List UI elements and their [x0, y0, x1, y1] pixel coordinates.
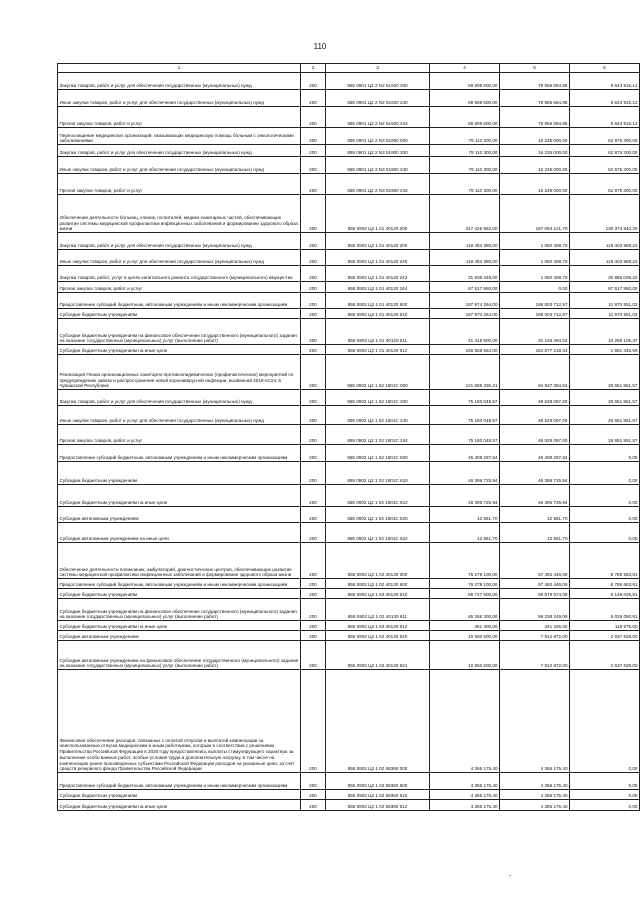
row-approved-amount-cell: 65 266 300,00 — [430, 599, 500, 621]
table-row — [58, 282, 640, 293]
row-approved-amount-cell: 4 366 175,40 — [430, 773, 500, 790]
table-row — [58, 462, 640, 485]
row-name-cell: Предоставление субсидий бюджетным, автономным учреждениям и иным некоммерческим организациям — [58, 445, 301, 462]
row-remaining-amount-cell: 119 975,00 — [570, 621, 640, 631]
row-code-cell: 200 — [301, 543, 326, 579]
row-approved-amount-cell: 46 396 725,94 — [430, 485, 500, 507]
row-remaining-amount-cell: 26 651 951,57 — [570, 390, 640, 406]
row-name-cell: Субсидии бюджетным учреждениям на иные цели — [58, 345, 301, 355]
table-row — [58, 128, 640, 145]
row-classification-cell: 855 0901 Ц2 2 N2 51920 200 — [326, 73, 430, 90]
row-approved-amount-cell: 76 278 100,00 — [430, 579, 500, 589]
row-executed-amount-cell: 79 955 684,88 — [500, 90, 570, 107]
row-executed-amount-cell: 48 528 097,00 — [500, 425, 570, 445]
row-executed-amount-cell: 1 050 408,78 — [500, 233, 570, 250]
row-executed-amount-cell: 16 235 000,00 — [500, 157, 570, 174]
row-executed-amount-cell: 186 003 712,97 — [500, 293, 570, 309]
row-executed-amount-cell: 16 235 000,00 — [500, 145, 570, 157]
row-name-cell: Иные закупки товаров, работ и услуг для обеспечения государственных (муниципальных) нужд — [58, 90, 301, 107]
row-code-cell: 200 — [301, 90, 326, 107]
row-remaining-amount-cell: 62 875 300,00 — [570, 174, 640, 195]
row-classification-cell: 855 0902 Ц2 1 02 1601С 240 — [326, 406, 430, 425]
row-approved-amount-cell: 10 550 500,00 — [430, 631, 500, 641]
row-code-cell: 200 — [301, 425, 326, 445]
row-classification-cell: 855 0902 Ц2 1 02 40130 612 — [326, 621, 430, 631]
row-executed-amount-cell: 154 877 218,34 — [500, 345, 570, 355]
table-row — [58, 579, 640, 589]
table-row — [58, 790, 640, 800]
row-executed-amount-cell: 46 396 725,94 — [500, 462, 570, 485]
row-remaining-amount-cell: 8 785 653,91 — [570, 579, 640, 589]
row-code-cell: 200 — [301, 599, 326, 621]
row-remaining-amount-cell: 26 651 951,57 — [570, 355, 640, 390]
table-row — [58, 621, 640, 631]
row-remaining-amount-cell: 62 875 300,00 — [570, 128, 640, 145]
table-row — [58, 406, 640, 425]
row-remaining-amount-cell: 26 651 951,57 — [570, 406, 640, 425]
row-executed-amount-cell: 46 409 287,64 — [500, 445, 570, 462]
table-row — [58, 309, 640, 319]
row-approved-amount-cell: 119 454 398,00 — [430, 250, 500, 266]
row-classification-cell: 855 0902 Ц2 1 02 1601С 622 — [326, 523, 430, 543]
row-remaining-amount-cell: 62 875 300,00 — [570, 157, 640, 174]
table-row — [58, 355, 640, 390]
row-executed-amount-cell: 341 325,00 — [500, 621, 570, 631]
row-classification-cell: 855 0901 Ц2 2 N2 51920 244 — [326, 107, 430, 128]
column-header: 6 — [570, 64, 640, 73]
row-remaining-amount-cell: 9 643 915,12 — [570, 107, 640, 128]
row-approved-amount-cell: 75 180 048,57 — [430, 390, 500, 406]
table-header-row — [58, 64, 640, 73]
row-executed-amount-cell: 16 235 000,00 — [500, 128, 570, 145]
row-name-cell: Субсидии бюджетным учреждениям на иные цели — [58, 485, 301, 507]
row-remaining-amount-cell: 30 886 039,22 — [570, 266, 640, 282]
row-classification-cell: 855 0902 Ц2 1 01 40120 600 — [326, 293, 430, 309]
row-code-cell: 200 — [301, 800, 326, 811]
table-row — [58, 345, 640, 355]
row-code-cell: 200 — [301, 390, 326, 406]
row-name-cell: Закупка товаров, работ и услуг для обеспечения государственных (муниципальных) нужд — [58, 145, 301, 157]
row-remaining-amount-cell: 0,00 — [570, 462, 640, 485]
row-remaining-amount-cell: 6 148 025,91 — [570, 589, 640, 599]
table-row — [58, 266, 640, 282]
row-remaining-amount-cell: 62 875 300,00 — [570, 145, 640, 157]
table-row — [58, 107, 640, 128]
row-classification-cell: 855 0902 Ц2 1 02 40130 610 — [326, 589, 430, 599]
row-classification-cell: 855 0902 Ц2 1 02 58360 610 — [326, 790, 430, 800]
row-classification-cell: 855 0902 Ц2 1 01 40120 612 — [326, 345, 430, 355]
row-code-cell: 200 — [301, 641, 326, 670]
table-row — [58, 445, 640, 462]
row-remaining-amount-cell: 2 637 628,00 — [570, 631, 640, 641]
row-approved-amount-cell: 461 300,00 — [430, 621, 500, 631]
row-classification-cell: 855 0901 Ц2 2 N3 51900 200 — [326, 145, 430, 157]
row-remaining-amount-cell: 8 785 653,91 — [570, 543, 640, 579]
row-code-cell: 200 — [301, 250, 326, 266]
row-code-cell: 200 — [301, 579, 326, 589]
row-remaining-amount-cell: 0,00 — [570, 670, 640, 773]
row-approved-amount-cell: 4 366 175,40 — [430, 800, 500, 811]
row-approved-amount-cell: 65 727 600,00 — [430, 589, 500, 599]
row-name-cell: Обеспечение деятельности больниц, клиник, госпиталей, медико-санитарных частей, обеспечивающих развитие системы медицинской профилактики инфекционных заболеваний и формирование здорового образа жизни — [58, 195, 301, 233]
row-executed-amount-cell: 46 396 725,94 — [500, 485, 570, 507]
row-remaining-amount-cell: 87 517 950,00 — [570, 282, 640, 293]
row-approved-amount-cell: 75 180 048,57 — [430, 406, 500, 425]
table-row — [58, 390, 640, 406]
row-name-cell: Переоснащение медицинских организаций, оказывающих медицинскую помощь больным с онкологическими заболеваниями — [58, 128, 301, 145]
table-row — [58, 425, 640, 445]
row-executed-amount-cell: 7 912 872,00 — [500, 631, 570, 641]
row-remaining-amount-cell: 11 970 551,03 — [570, 293, 640, 309]
row-approved-amount-cell: 12 561,70 — [430, 507, 500, 523]
row-code-cell: 200 — [301, 589, 326, 599]
row-remaining-amount-cell: 0,00 — [570, 523, 640, 543]
row-remaining-amount-cell: 118 403 989,22 — [570, 233, 640, 250]
row-remaining-amount-cell: 0,00 — [570, 790, 640, 800]
row-classification-cell: 855 0902 Ц2 1 02 1601С 000 — [326, 355, 430, 390]
row-executed-amount-cell: 48 528 097,00 — [500, 406, 570, 425]
table-row — [58, 773, 640, 790]
table-row — [58, 250, 640, 266]
row-classification-cell: 855 0902 Ц2 1 01 40120 611 — [326, 319, 430, 345]
row-classification-cell: 855 0902 Ц2 1 01 40120 240 — [326, 250, 430, 266]
row-approved-amount-cell: 317 425 662,00 — [430, 195, 500, 233]
table-row — [58, 174, 640, 195]
row-name-cell: Финансовое обеспечение расходов, связанных с оплатой отпусков и выплатой компенсации за неиспользованные отпуска медицинским и иным работникам, которым в соответствии с решениями Правительства Российской Федерации в 2020 году предоставлялись выплаты стимулирующего характера за выполнение особо важных работ, особые условия труда и дополнительную нагрузку, в том числе на компенсацию ранее произведенных субъектами Российской Федерации расходов на указанные цели, за счет средств резервного фонда Правительства Российской Федерации — [58, 670, 301, 773]
table-row — [58, 90, 640, 107]
table-row — [58, 195, 640, 233]
row-approved-amount-cell: 10 550 500,00 — [430, 641, 500, 670]
row-name-cell: Закупка товаров, работ и услуг для обеспечения государственных (муниципальных) нужд — [58, 233, 301, 250]
row-approved-amount-cell: 119 454 398,00 — [430, 233, 500, 250]
row-remaining-amount-cell: 6 028 050,91 — [570, 599, 640, 621]
row-classification-cell: 855 0902 Ц2 1 02 1601С 600 — [326, 445, 430, 462]
row-name-cell: Обеспечение деятельности поликлиник, амбулаторий, диагностических центров, обеспечивающих развитие системы медицинской профилактики инфекционных заболеваний и формирование здорового образа жизни — [58, 543, 301, 579]
row-classification-cell: 855 0902 Ц2 1 02 40130 600 — [326, 579, 430, 589]
row-executed-amount-cell: 12 561,70 — [500, 523, 570, 543]
row-approved-amount-cell: 79 110 300,00 — [430, 157, 500, 174]
budget-execution-table — [57, 63, 640, 811]
row-approved-amount-cell: 31 936 448,00 — [430, 266, 500, 282]
row-classification-cell: 855 0902 Ц2 1 02 58360 612 — [326, 800, 430, 811]
row-code-cell: 200 — [301, 282, 326, 293]
column-header: 2 — [301, 64, 326, 73]
row-executed-amount-cell: 0,00 — [500, 282, 570, 293]
row-name-cell: Субсидии автономным учреждениям — [58, 507, 301, 523]
row-name-cell: Субсидии автономным учреждениям на финансовое обеспечение государственного (муниципального) задания на оказание государственных (муниципальных) услуг (выполнение работ) — [58, 641, 301, 670]
row-name-cell: Прочая закупка товаров, работ и услуг — [58, 282, 301, 293]
row-executed-amount-cell: 31 126 494,63 — [500, 319, 570, 345]
row-classification-cell: 855 0902 Ц2 1 01 40120 200 — [326, 233, 430, 250]
row-approved-amount-cell: 79 110 300,00 — [430, 174, 500, 195]
table-row — [58, 293, 640, 309]
row-remaining-amount-cell: 0,00 — [570, 485, 640, 507]
row-name-cell: Закупка товаров, работ, услуг в целях капитального ремонта государственного (муниципального) имущества — [58, 266, 301, 282]
page-number: 110 — [313, 42, 327, 51]
row-executed-amount-cell: 7 912 872,00 — [500, 641, 570, 670]
row-code-cell: 200 — [301, 523, 326, 543]
row-remaining-amount-cell: 118 403 989,22 — [570, 250, 640, 266]
row-approved-amount-cell: 46 396 725,94 — [430, 462, 500, 485]
row-name-cell: Субсидии бюджетным учреждениям на иные цели — [58, 800, 301, 811]
row-remaining-amount-cell: 0,00 — [570, 507, 640, 523]
row-code-cell: 200 — [301, 233, 326, 250]
row-code-cell: 200 — [301, 174, 326, 195]
table-row — [58, 800, 640, 811]
table-row — [58, 507, 640, 523]
row-name-cell: Предоставление субсидий бюджетным, автономным учреждениям и иным некоммерческим организациям — [58, 293, 301, 309]
row-remaining-amount-cell: 0,00 — [570, 445, 640, 462]
row-executed-amount-cell: 94 937 384,64 — [500, 355, 570, 390]
row-executed-amount-cell: 67 492 446,09 — [500, 543, 570, 579]
row-code-cell: 200 — [301, 631, 326, 641]
row-code-cell: 200 — [301, 670, 326, 773]
column-header: 3 — [326, 64, 430, 73]
row-classification-cell: 855 0902 Ц2 1 02 1601С 610 — [326, 462, 430, 485]
row-approved-amount-cell: 79 110 300,00 — [430, 145, 500, 157]
row-executed-amount-cell: 79 955 684,88 — [500, 107, 570, 128]
row-code-cell: 200 — [301, 773, 326, 790]
row-executed-amount-cell: 79 955 684,88 — [500, 73, 570, 90]
row-code-cell: 200 — [301, 157, 326, 174]
row-name-cell: Реализация Плана организационных санитарно-противоэпидемических (профилактических) мероприятий по предупреждению завоза и распространения новой коронавирусной инфекции, вызванной 2019-nCoV, в Чувашской Республике — [58, 355, 301, 390]
column-header: 4 — [430, 64, 500, 73]
row-remaining-amount-cell: 0,00 — [570, 773, 640, 790]
row-code-cell: 200 — [301, 621, 326, 631]
row-code-cell: 200 — [301, 485, 326, 507]
row-approved-amount-cell: 46 409 287,64 — [430, 445, 500, 462]
row-remaining-amount-cell: 9 643 915,12 — [570, 90, 640, 107]
row-name-cell: Иные закупки товаров, работ и услуг для обеспечения государственных (муниципальных) нужд — [58, 250, 301, 266]
row-classification-cell: 855 0902 Ц2 1 01 40120 243 — [326, 266, 430, 282]
row-executed-amount-cell: 1 050 408,78 — [500, 266, 570, 282]
table-row — [58, 631, 640, 641]
row-code-cell: 200 — [301, 445, 326, 462]
row-code-cell: 200 — [301, 128, 326, 145]
row-remaining-amount-cell: 0,00 — [570, 800, 640, 811]
row-classification-cell: 855 0902 Ц2 1 02 40130 620 — [326, 631, 430, 641]
row-approved-amount-cell: 156 558 664,00 — [430, 345, 500, 355]
row-executed-amount-cell: 1 050 408,78 — [500, 250, 570, 266]
row-name-cell: Субсидии бюджетным учреждениям на финансовое обеспечение государственного (муниципального) задания на оказание государственных (муниципальных) услуг (выполнение работ) — [58, 319, 301, 345]
row-name-cell: Субсидии бюджетным учреждениям — [58, 462, 301, 485]
footer-mark: - — [509, 873, 511, 879]
row-executed-amount-cell: 12 561,70 — [500, 507, 570, 523]
row-classification-cell: 855 0902 Ц2 1 02 40130 621 — [326, 641, 430, 670]
table-row — [58, 670, 640, 773]
row-classification-cell: 855 0902 Ц2 1 02 58360 600 — [326, 773, 430, 790]
row-approved-amount-cell: 4 366 175,40 — [430, 790, 500, 800]
row-name-cell: Субсидии автономным учреждениям на иные цели — [58, 523, 301, 543]
row-approved-amount-cell: 121 589 336,21 — [430, 355, 500, 390]
row-code-cell: 200 — [301, 355, 326, 390]
row-approved-amount-cell: 12 561,70 — [430, 523, 500, 543]
row-executed-amount-cell: 16 235 000,00 — [500, 174, 570, 195]
row-approved-amount-cell: 4 366 175,40 — [430, 670, 500, 773]
table-row — [58, 523, 640, 543]
row-remaining-amount-cell: 1 681 445,66 — [570, 345, 640, 355]
row-name-cell: Иные закупки товаров, работ и услуг для обеспечения государственных (муниципальных) нужд — [58, 157, 301, 174]
row-code-cell: 200 — [301, 107, 326, 128]
row-approved-amount-cell: 75 180 048,57 — [430, 425, 500, 445]
row-code-cell: 200 — [301, 507, 326, 523]
row-approved-amount-cell: 79 110 300,00 — [430, 128, 500, 145]
row-classification-cell: 855 0901 Ц2 2 N2 51920 240 — [326, 90, 430, 107]
table-row — [58, 543, 640, 579]
row-approved-amount-cell: 89 599 600,00 — [430, 107, 500, 128]
row-classification-cell: 855 0902 Ц2 1 01 40120 610 — [326, 309, 430, 319]
column-header: 5 — [500, 64, 570, 73]
row-code-cell: 200 — [301, 462, 326, 485]
row-classification-cell: 855 0902 Ц2 1 02 40130 000 — [326, 543, 430, 579]
row-code-cell: 200 — [301, 345, 326, 355]
table-row — [58, 145, 640, 157]
row-classification-cell: 855 0902 Ц2 1 02 1601С 620 — [326, 507, 430, 523]
column-header: 1 — [58, 64, 301, 73]
row-name-cell: Прочая закупка товаров, работ и услуг — [58, 174, 301, 195]
row-code-cell: 200 — [301, 790, 326, 800]
table-row — [58, 319, 640, 345]
row-code-cell: 200 — [301, 293, 326, 309]
row-approved-amount-cell: 197 974 264,00 — [430, 293, 500, 309]
table-row — [58, 641, 640, 670]
table-row — [58, 73, 640, 90]
row-code-cell: 200 — [301, 309, 326, 319]
row-remaining-amount-cell: 130 374 540,25 — [570, 195, 640, 233]
row-name-cell: Субсидии автономным учреждениям — [58, 631, 301, 641]
row-executed-amount-cell: 59 579 574,09 — [500, 589, 570, 599]
row-classification-cell: 855 0902 Ц2 1 02 40130 611 — [326, 599, 430, 621]
table-row — [58, 485, 640, 507]
row-classification-cell: 855 0902 Ц2 1 02 1601С 200 — [326, 390, 430, 406]
row-remaining-amount-cell: 10 289 105,37 — [570, 319, 640, 345]
row-approved-amount-cell: 89 599 600,00 — [430, 90, 500, 107]
row-code-cell: 200 — [301, 406, 326, 425]
row-classification-cell: 855 0901 Ц2 2 N3 51900 240 — [326, 157, 430, 174]
row-executed-amount-cell: 4 366 175,40 — [500, 773, 570, 790]
row-classification-cell: 855 0902 Ц2 1 02 1601С 244 — [326, 425, 430, 445]
row-classification-cell: 855 0902 Ц2 1 02 58360 000 — [326, 670, 430, 773]
row-executed-amount-cell: 4 366 175,40 — [500, 790, 570, 800]
row-name-cell: Субсидии бюджетным учреждениям — [58, 589, 301, 599]
row-name-cell: Субсидии бюджетным учреждениям на финансовое обеспечение государственного (муниципального) задания на оказание государственных (муниципальных) услуг (выполнение работ) — [58, 599, 301, 621]
row-name-cell: Субсидии бюджетным учреждениям — [58, 790, 301, 800]
row-code-cell: 200 — [301, 73, 326, 90]
row-approved-amount-cell: 76 278 100,00 — [430, 543, 500, 579]
row-executed-amount-cell: 186 003 712,97 — [500, 309, 570, 319]
row-name-cell: Субсидии бюджетным учреждениям на иные цели — [58, 621, 301, 631]
row-approved-amount-cell: 197 974 264,00 — [430, 309, 500, 319]
table-row — [58, 157, 640, 174]
row-name-cell: Иные закупки товаров, работ и услуг для обеспечения государственных (муниципальных) нужд — [58, 406, 301, 425]
row-executed-amount-cell: 59 238 249,09 — [500, 599, 570, 621]
table-row — [58, 599, 640, 621]
row-executed-amount-cell: 4 366 175,40 — [500, 670, 570, 773]
row-name-cell: Закупка товаров, работ и услуг для обеспечения государственных (муниципальных) нужд — [58, 73, 301, 90]
row-name-cell: Прочая закупка товаров, работ и услуг — [58, 425, 301, 445]
row-classification-cell: 855 0902 Ц2 1 01 40120 244 — [326, 282, 430, 293]
row-name-cell: Прочая закупка товаров, работ и услуг — [58, 107, 301, 128]
row-name-cell: Предоставление субсидий бюджетным, автономным учреждениям и иным некоммерческим организациям — [58, 773, 301, 790]
row-remaining-amount-cell: 9 643 915,12 — [570, 73, 640, 90]
row-approved-amount-cell: 41 415 600,00 — [430, 319, 500, 345]
row-remaining-amount-cell: 11 970 551,03 — [570, 309, 640, 319]
row-classification-cell: 855 0901 Ц2 2 N3 51900 244 — [326, 174, 430, 195]
row-code-cell: 200 — [301, 145, 326, 157]
row-name-cell: Предоставление субсидий бюджетным, автономным учреждениям и иным некоммерческим организациям — [58, 579, 301, 589]
row-classification-cell: 855 0901 Ц2 2 N3 51900 000 — [326, 128, 430, 145]
row-executed-amount-cell: 187 054 121,75 — [500, 195, 570, 233]
row-classification-cell: 855 0902 Ц2 1 01 40120 000 — [326, 195, 430, 233]
row-approved-amount-cell: 89 599 600,00 — [430, 73, 500, 90]
row-code-cell: 200 — [301, 319, 326, 345]
row-executed-amount-cell: 67 492 446,09 — [500, 579, 570, 589]
row-code-cell: 200 — [301, 195, 326, 233]
row-code-cell: 200 — [301, 266, 326, 282]
row-remaining-amount-cell: 26 651 951,57 — [570, 425, 640, 445]
row-approved-amount-cell: 87 517 950,00 — [430, 282, 500, 293]
table-row — [58, 233, 640, 250]
row-executed-amount-cell: 48 528 097,00 — [500, 390, 570, 406]
row-remaining-amount-cell: 2 637 628,00 — [570, 641, 640, 670]
table-row — [58, 589, 640, 599]
row-name-cell: Субсидии бюджетным учреждениям — [58, 309, 301, 319]
row-classification-cell: 855 0902 Ц2 1 02 1601С 612 — [326, 485, 430, 507]
row-name-cell: Закупка товаров, работ и услуг для обеспечения государственных (муниципальных) нужд — [58, 390, 301, 406]
row-executed-amount-cell: 4 366 175,40 — [500, 800, 570, 811]
